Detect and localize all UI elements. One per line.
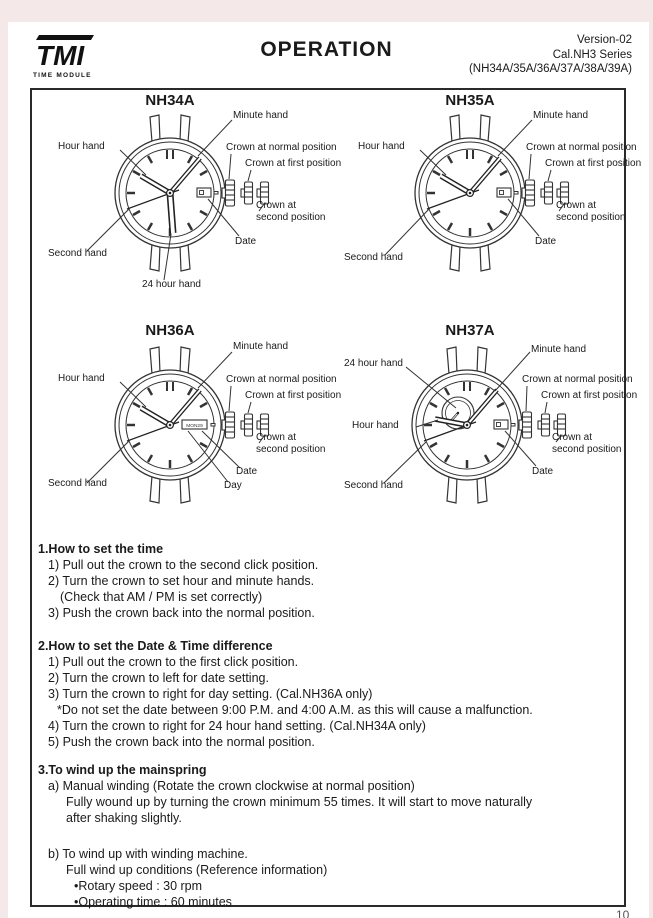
label-crown-second: [556, 200, 626, 224]
label-24hour-hand: 24 hour hand: [344, 358, 403, 369]
series-text: Cal.NH3 Series: [552, 48, 632, 61]
instruction-line: a) Manual winding (Rotate the crown clockwise at normal position): [48, 779, 415, 793]
label-crown-first: Crown at first position: [245, 158, 342, 169]
label-minute-hand: Minute hand: [233, 341, 289, 352]
label-hour-hand: Hour hand: [358, 141, 405, 152]
section-set-time: [30, 541, 622, 621]
diagram-nh34a: [30, 90, 342, 312]
label-crown-second: [256, 200, 326, 224]
section-heading: 1.How to set the time: [38, 542, 164, 556]
instruction-line: 1) Pull out the crown to the second click position.: [48, 558, 319, 572]
instruction-line: 5) Push the crown back into the normal position.: [48, 735, 315, 749]
label-second-hand: Second hand: [344, 480, 403, 491]
label-crown-second-line2: second position: [552, 444, 622, 455]
diagram-nh37a: [330, 320, 638, 525]
label-date: Date: [532, 466, 554, 477]
label-crown-second-line1: Crown at: [256, 200, 297, 211]
instruction-line: 1) Pull out the crown to the first click position.: [48, 655, 299, 669]
label-crown-normal: Crown at normal position: [526, 142, 637, 153]
label-crown-first: Crown at first position: [545, 158, 642, 169]
models-text: (NH34A/35A/36A/37A/38A/39A): [468, 63, 632, 75]
diagram-title: NH35A: [445, 92, 495, 109]
diagram-title: NH34A: [145, 92, 195, 109]
label-hour-hand: Hour hand: [58, 373, 105, 384]
diagram-nh36a: [30, 320, 342, 525]
label-crown-first: Crown at first position: [541, 390, 638, 401]
instruction-line: after shaking slightly.: [66, 811, 182, 825]
diagram-title: NH37A: [445, 322, 495, 339]
label-minute-hand: Minute hand: [531, 344, 587, 355]
version-text: Version-02: [577, 34, 632, 46]
label-crown-first: Crown at first position: [245, 390, 342, 401]
page-number: 10: [616, 908, 630, 918]
instruction-line: (Check that AM / PM is set correctly): [60, 590, 263, 604]
instruction-line: 2) Turn the crown to set hour and minute hands.: [48, 574, 315, 588]
label-crown-normal: Crown at normal position: [522, 374, 633, 385]
instruction-note: *Do not set the date between 9:00 P.M. and 4:00 A.M. as this will cause a malfunction.: [57, 703, 533, 717]
label-date: Date: [535, 236, 557, 247]
label-crown-second-line2: second position: [256, 444, 326, 455]
label-crown-second-line2: second position: [256, 212, 326, 223]
label-day: Day: [224, 480, 242, 491]
label-second-hand: Second hand: [48, 478, 107, 489]
instruction-line: 3) Turn the crown to right for day setting. (Cal.NH36A only): [48, 687, 373, 701]
diagram-nh35a: [330, 90, 642, 312]
label-crown-second-line1: Crown at: [556, 200, 597, 211]
instruction-line: 2) Turn the crown to left for date setting.: [48, 671, 269, 685]
label-crown-second-line1: Crown at: [552, 432, 593, 443]
instruction-line: 3) Push the crown back into the normal position.: [48, 606, 315, 620]
section-set-date: [30, 638, 622, 750]
instruction-line: b) To wind up with winding machine.: [48, 847, 248, 861]
label-crown-second: [256, 432, 326, 456]
label-crown-normal: Crown at normal position: [226, 142, 337, 153]
label-crown-second-line2: second position: [556, 212, 626, 223]
instruction-bullet: •Rotary speed : 30 rpm: [74, 879, 203, 893]
page-title: OPERATION: [260, 38, 393, 61]
label-crown-second-line1: Crown at: [256, 432, 297, 443]
label-second-hand: Second hand: [48, 248, 107, 259]
label-crown-normal: Crown at normal position: [226, 374, 337, 385]
diagram-title: NH36A: [145, 322, 195, 339]
line-spacer: [38, 826, 622, 846]
label-second-hand: Second hand: [344, 252, 403, 263]
section-wind-mainspring: [30, 762, 622, 910]
label-24hour-hand: 24 hour hand: [142, 279, 201, 290]
label-minute-hand: Minute hand: [233, 110, 289, 121]
instruction-line: Full wind up conditions (Reference information): [66, 863, 328, 877]
label-minute-hand: Minute hand: [533, 110, 589, 121]
logo-text: TMI: [36, 40, 85, 71]
label-hour-hand: Hour hand: [58, 141, 105, 152]
label-date: Date: [236, 466, 258, 477]
day-date-text: MON29: [186, 424, 203, 430]
section-heading: 3.To wind up the mainspring: [38, 763, 207, 777]
label-date: Date: [235, 236, 257, 247]
label-hour-hand: Hour hand: [352, 420, 399, 431]
label-crown-second: [552, 432, 622, 456]
instruction-line: 4) Turn the crown to right for 24 hour hand setting. (Cal.NH34A only): [48, 719, 426, 733]
header-version-block: [469, 33, 632, 77]
instruction-line: Fully wound up by turning the crown minimum 55 times. It will start to move naturally: [66, 795, 533, 809]
section-heading: 2.How to set the Date & Time difference: [38, 639, 273, 653]
instruction-bullet: •Operating time : 60 minutes: [74, 895, 232, 909]
logo-subtext: TIME MODULE: [33, 72, 92, 79]
